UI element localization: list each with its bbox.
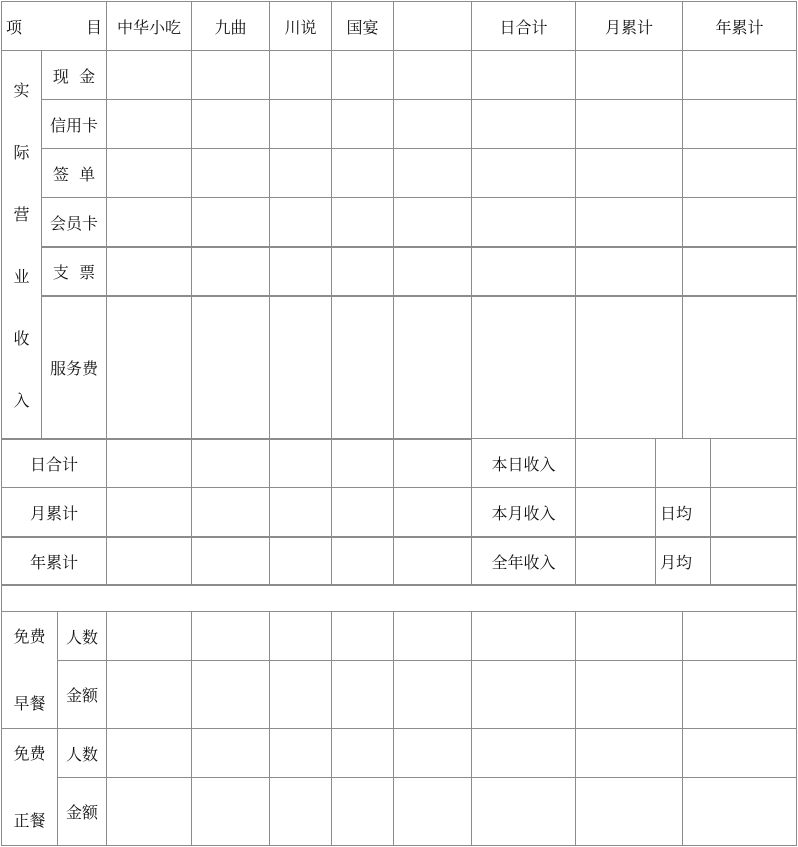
income-entry-cell[interactable]: [106, 197, 192, 247]
free-meal-entry-cell[interactable]: [575, 660, 683, 729]
avg-label-daily: 日均: [655, 487, 711, 537]
totals-value-cell[interactable]: [710, 487, 797, 537]
header-col-zhonghua: 中华小吃: [106, 1, 192, 51]
free-meal-entry-cell[interactable]: [471, 660, 576, 729]
income-group-char: 实: [13, 81, 30, 101]
free-meal-entry-cell[interactable]: [331, 660, 394, 729]
income-entry-cell[interactable]: [191, 246, 270, 296]
income-entry-cell[interactable]: [191, 148, 270, 198]
avg-label-monthly: 月均: [655, 536, 711, 586]
header-item-left: 项: [6, 17, 23, 37]
free-meal-entry-cell[interactable]: [191, 611, 270, 661]
income-entry-cell[interactable]: [393, 295, 472, 439]
income-entry-cell[interactable]: [331, 295, 394, 439]
income-entry-cell[interactable]: [191, 197, 270, 247]
header-col-yearly-cumulative: 年累计: [682, 1, 797, 51]
free-meal-entry-cell[interactable]: [106, 777, 192, 846]
free-meal-entry-cell[interactable]: [575, 728, 683, 778]
free-meal-entry-cell[interactable]: [471, 777, 576, 846]
free-breakfast-label: [1, 611, 58, 729]
free-meal-entry-cell[interactable]: [471, 611, 576, 661]
income-entry-cell[interactable]: [331, 148, 394, 198]
income-group-char: 营: [13, 205, 30, 225]
avg-label-blank: [655, 438, 711, 488]
header-col-chuanshuo: 川说: [269, 1, 332, 51]
income-entry-cell[interactable]: [331, 50, 394, 100]
income-entry-cell[interactable]: [191, 295, 270, 439]
free-meal-entry-cell[interactable]: [269, 660, 332, 729]
totals-value-cell[interactable]: [575, 438, 656, 488]
income-entry-cell[interactable]: [331, 197, 394, 247]
free-dinner-count-label: 人数: [57, 728, 107, 778]
totals-entry-cell[interactable]: [393, 487, 472, 537]
income-entry-cell[interactable]: [471, 197, 576, 247]
free-meal-entry-cell[interactable]: [269, 728, 332, 778]
free-meal-entry-cell[interactable]: [269, 611, 332, 661]
income-entry-cell[interactable]: [393, 99, 472, 149]
header-col-monthly-cumulative: 月累计: [575, 1, 683, 51]
free-meal-entry-cell[interactable]: [269, 777, 332, 846]
free-meal-entry-cell[interactable]: [682, 777, 797, 846]
free-meal-entry-cell[interactable]: [575, 777, 683, 846]
income-entry-cell[interactable]: [471, 295, 576, 439]
income-group-char: 收: [13, 328, 30, 348]
income-entry-cell[interactable]: [575, 197, 683, 247]
free-meal-entry-cell[interactable]: [575, 611, 683, 661]
free-meal-entry-cell[interactable]: [331, 777, 394, 846]
free-meal-entry-cell[interactable]: [393, 777, 472, 846]
free-meal-entry-cell[interactable]: [191, 728, 270, 778]
totals-entry-cell[interactable]: [393, 438, 472, 488]
row-label-cash: 现 金: [41, 50, 107, 100]
income-label-today: 本日收入: [471, 438, 576, 488]
income-group-char: 际: [13, 143, 30, 163]
row-label-credit-card: 信用卡: [41, 99, 107, 149]
income-entry-cell[interactable]: [393, 246, 472, 296]
income-entry-cell[interactable]: [106, 246, 192, 296]
free-meal-entry-cell[interactable]: [393, 611, 472, 661]
income-entry-cell[interactable]: [393, 50, 472, 100]
totals-value-cell[interactable]: [575, 536, 656, 586]
free-meal-entry-cell[interactable]: [106, 660, 192, 729]
free-breakfast-count-label: 人数: [57, 611, 107, 661]
income-entry-cell[interactable]: [269, 50, 332, 100]
free-meal-entry-cell[interactable]: [393, 728, 472, 778]
row-label-yearly-cumulative: 年累计: [1, 536, 107, 586]
totals-entry-cell[interactable]: [331, 438, 394, 488]
income-entry-cell[interactable]: [269, 246, 332, 296]
totals-entry-cell[interactable]: [269, 438, 332, 488]
totals-entry-cell[interactable]: [191, 487, 270, 537]
income-entry-cell[interactable]: [682, 246, 797, 296]
header-col-guoyan: 国宴: [331, 1, 394, 51]
free-meal-entry-cell[interactable]: [106, 728, 192, 778]
free-dinner-label: [1, 728, 58, 846]
free-breakfast-label-top: 免费: [13, 627, 46, 646]
income-entry-cell[interactable]: [575, 50, 683, 100]
free-meal-entry-cell[interactable]: [393, 660, 472, 729]
free-meal-entry-cell[interactable]: [682, 728, 797, 778]
totals-entry-cell[interactable]: [269, 536, 332, 586]
totals-entry-cell[interactable]: [331, 487, 394, 537]
header-col-jiuqu: 九曲: [191, 1, 270, 51]
income-entry-cell[interactable]: [471, 246, 576, 296]
income-entry-cell[interactable]: [575, 99, 683, 149]
free-meal-entry-cell[interactable]: [682, 611, 797, 661]
income-group-char: 业: [13, 266, 30, 286]
income-entry-cell[interactable]: [471, 50, 576, 100]
income-entry-cell[interactable]: [575, 246, 683, 296]
income-entry-cell[interactable]: [682, 99, 797, 149]
income-entry-cell[interactable]: [682, 50, 797, 100]
row-label-service-fee: 服务费: [41, 295, 107, 439]
income-entry-cell[interactable]: [331, 246, 394, 296]
totals-value-cell[interactable]: [575, 487, 656, 537]
free-meal-entry-cell[interactable]: [331, 611, 394, 661]
totals-entry-cell[interactable]: [269, 487, 332, 537]
free-dinner-label-top: 免费: [13, 744, 46, 763]
row-label-member-card: 会员卡: [41, 197, 107, 247]
income-entry-cell[interactable]: [106, 50, 192, 100]
income-entry-cell[interactable]: [269, 295, 332, 439]
totals-entry-cell[interactable]: [191, 536, 270, 586]
totals-entry-cell[interactable]: [331, 536, 394, 586]
income-entry-cell[interactable]: [393, 197, 472, 247]
totals-entry-cell[interactable]: [393, 536, 472, 586]
free-meal-entry-cell[interactable]: [331, 728, 394, 778]
row-label-daily-total: 日合计: [1, 438, 107, 488]
income-label-year: 全年收入: [471, 536, 576, 586]
income-entry-cell[interactable]: [682, 197, 797, 247]
row-label-monthly-cumulative: 月累计: [1, 487, 107, 537]
income-entry-cell[interactable]: [106, 99, 192, 149]
income-entry-cell[interactable]: [682, 148, 797, 198]
income-entry-cell[interactable]: [269, 148, 332, 198]
income-entry-cell[interactable]: [191, 50, 270, 100]
totals-entry-cell[interactable]: [106, 487, 192, 537]
income-group-label: [1, 50, 42, 439]
header-col-blank: [393, 1, 472, 51]
free-dinner-label-bottom: 正餐: [13, 811, 46, 830]
income-entry-cell[interactable]: [191, 99, 270, 149]
totals-value-cell[interactable]: [710, 438, 797, 488]
totals-entry-cell[interactable]: [191, 438, 270, 488]
row-label-sign-bill: 签 单: [41, 148, 107, 198]
income-entry-cell[interactable]: [575, 295, 683, 439]
header-item-cell: [1, 1, 107, 51]
free-meal-entry-cell[interactable]: [191, 660, 270, 729]
income-label-month: 本月收入: [471, 487, 576, 537]
income-entry-cell[interactable]: [471, 148, 576, 198]
income-entry-cell[interactable]: [331, 99, 394, 149]
free-meal-entry-cell[interactable]: [471, 728, 576, 778]
free-meal-entry-cell[interactable]: [191, 777, 270, 846]
free-breakfast-amount-label: 金额: [57, 660, 107, 729]
free-dinner-amount-label: 金额: [57, 777, 107, 846]
row-label-check: 支 票: [41, 246, 107, 296]
income-entry-cell[interactable]: [575, 148, 683, 198]
income-entry-cell[interactable]: [106, 295, 192, 439]
header-item-right: 目: [85, 17, 102, 37]
header-col-daily-total: 日合计: [471, 1, 576, 51]
spacer-row: [1, 585, 797, 612]
income-entry-cell[interactable]: [471, 99, 576, 149]
income-entry-cell[interactable]: [269, 197, 332, 247]
income-entry-cell[interactable]: [106, 148, 192, 198]
totals-value-cell[interactable]: [710, 536, 797, 586]
totals-entry-cell[interactable]: [106, 438, 192, 488]
income-entry-cell[interactable]: [682, 295, 797, 439]
income-entry-cell[interactable]: [393, 148, 472, 198]
income-entry-cell[interactable]: [269, 99, 332, 149]
totals-entry-cell[interactable]: [106, 536, 192, 586]
free-breakfast-label-bottom: 早餐: [13, 694, 46, 713]
free-meal-entry-cell[interactable]: [682, 660, 797, 729]
income-group-char: 入: [13, 390, 30, 410]
free-meal-entry-cell[interactable]: [106, 611, 192, 661]
